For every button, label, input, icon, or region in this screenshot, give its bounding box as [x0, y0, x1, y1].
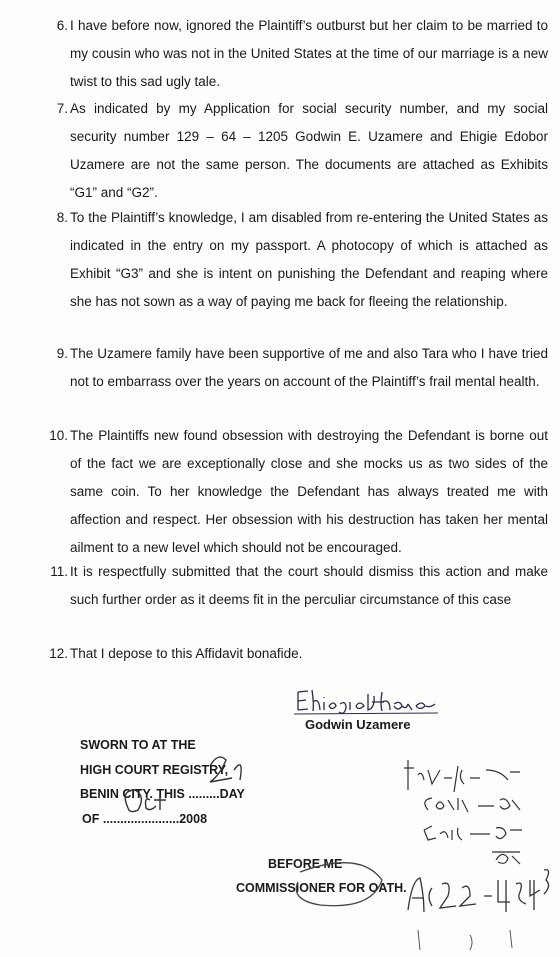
paragraph-number: 7. — [56, 101, 68, 116]
commissioner-label: COMMISSIONER FOR OATH. — [236, 881, 407, 895]
paragraph-number: 11. — [50, 564, 68, 579]
paragraph-text: It is respectfully submitted that the court should dismiss this action and make such further order as it deems fit in the perculiar circumstance of this case — [70, 564, 548, 607]
paragraph-number: 9. — [56, 346, 68, 361]
jurat-line: SWORN TO AT THE — [80, 738, 196, 752]
paragraph-text: The Uzamere family have been supportive of me and also Tara who I have tried not to embarrass over the years on account of the Plaintiff’s frail mental health. — [70, 346, 548, 389]
paragraph-number: 6. — [56, 18, 68, 33]
jurat-line: BENIN CITY. THIS .........DAY — [80, 787, 245, 801]
paragraph-text: The Plaintiffs new found obsession with destroying the Defendant is borne out of the fact we are exceptionally close and she mocks us as two sides of the same coin. To her knowledge the Defendant has always treated me with affection and respect. Her obsession with his destruction has taken her mental ailment to a new level which should not be encouraged. — [70, 428, 548, 555]
paragraph-number: 12. — [49, 646, 68, 661]
jurat-line: HIGH COURT REGISTRY, — [80, 762, 229, 777]
jurat-line: OF ......................2008 — [82, 811, 208, 826]
paragraph-text: To the Plaintiff’s knowledge, I am disabled from re-entering the United States as indicated in the entry on my passport. A photocopy of which is attached as Exhibit “G3” and she is intent on punishing the Defendant and reaping where she has not sown as a way of paying me back for fleeing the relationship. — [70, 210, 548, 309]
paragraph-text: I have before now, ignored the Plaintiff’s outburst but her claim to be married to my cousin who was not in the United States at the time of our marriage is a new twist to this sad ugly tale. — [70, 18, 548, 89]
paragraph-text: As indicated by my Application for social security number, and my social security number 129 – 64 – 1205 Godwin E. Uzamere and Ehigie Edobor Uzamere are not the same person. The documents are attached as Exhibits “G1” and “G2”. — [70, 101, 548, 200]
paragraph-number: 8. — [56, 210, 68, 225]
deponent-name: Godwin Uzamere — [305, 717, 411, 732]
paragraph-text: That I depose to this Affidavit bonafide. — [70, 646, 303, 661]
before-me-label: BEFORE ME — [268, 857, 343, 871]
paragraph-number: 10. — [49, 428, 68, 443]
